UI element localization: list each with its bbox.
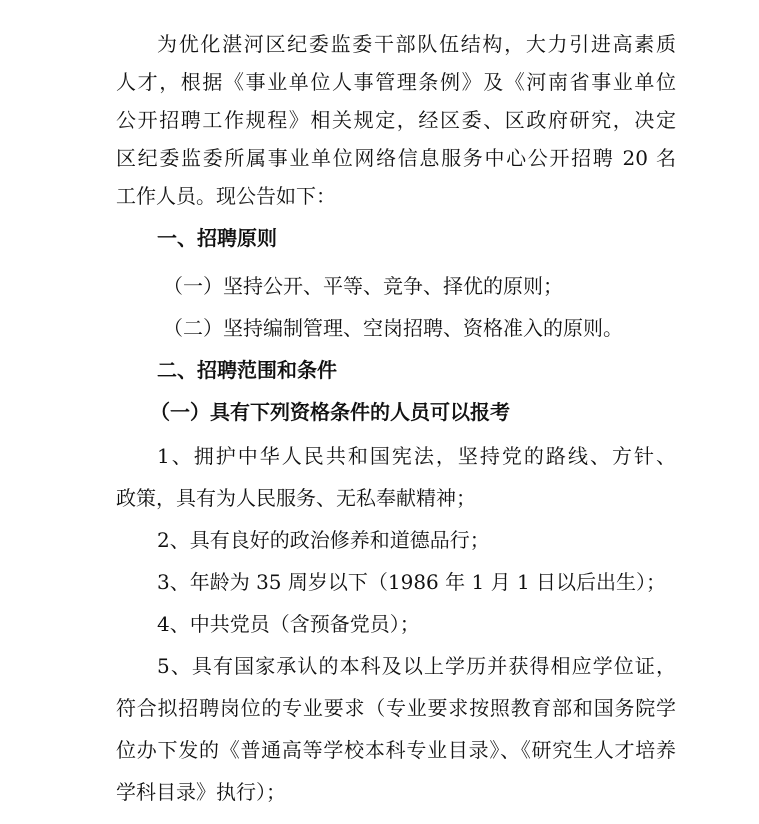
condition-3: 3、年龄为 35 周岁以下（1986 年 1 月 1 日以后出生）；	[157, 570, 667, 594]
subsection-heading-qualifications: （一）具有下列资格条件的人员可以报考	[150, 400, 510, 424]
section-heading-principles: 一、招聘原则	[157, 226, 277, 250]
intro-line-4: 区纪委监委所属事业单位网络信息服务中心公开招聘 20 名	[116, 146, 676, 170]
condition-5-line-2: 符合拟招聘岗位的专业要求（专业要求按照教育部和国务院学	[116, 696, 676, 720]
principle-item-2: （二）坚持编制管理、空岗招聘、资格准入的原则。	[163, 316, 623, 340]
condition-2: 2、具有良好的政治修养和道德品行；	[157, 528, 490, 552]
condition-5-line-4: 学科目录》执行）；	[116, 780, 286, 804]
principle-item-1: （一）坚持公开、平等、竞争、择优的原则；	[163, 274, 563, 298]
intro-line-1: 为优化湛河区纪委监委干部队伍结构，大力引进高素质	[157, 32, 676, 56]
condition-1-line-1: 1、拥护中华人民共和国宪法，坚持党的路线、方针、	[157, 444, 676, 468]
intro-line-3: 公开招聘工作规程》相关规定，经区委、区政府研究，决定	[116, 108, 676, 132]
condition-1-line-2: 政策，具有为人民服务、无私奉献精神；	[116, 486, 476, 510]
condition-5-line-1: 5、具有国家承认的本科及以上学历并获得相应学位证，	[157, 654, 676, 678]
intro-line-2: 人才，根据《事业单位人事管理条例》及《河南省事业单位	[116, 70, 676, 94]
condition-4: 4、中共党员（含预备党员）；	[157, 612, 420, 636]
intro-line-5: 工作人员。现公告如下：	[116, 184, 336, 208]
section-heading-scope: 二、招聘范围和条件	[157, 358, 337, 382]
condition-5-line-3: 位办下发的《普通高等学校本科专业目录》、《研究生人才培养	[116, 738, 676, 762]
